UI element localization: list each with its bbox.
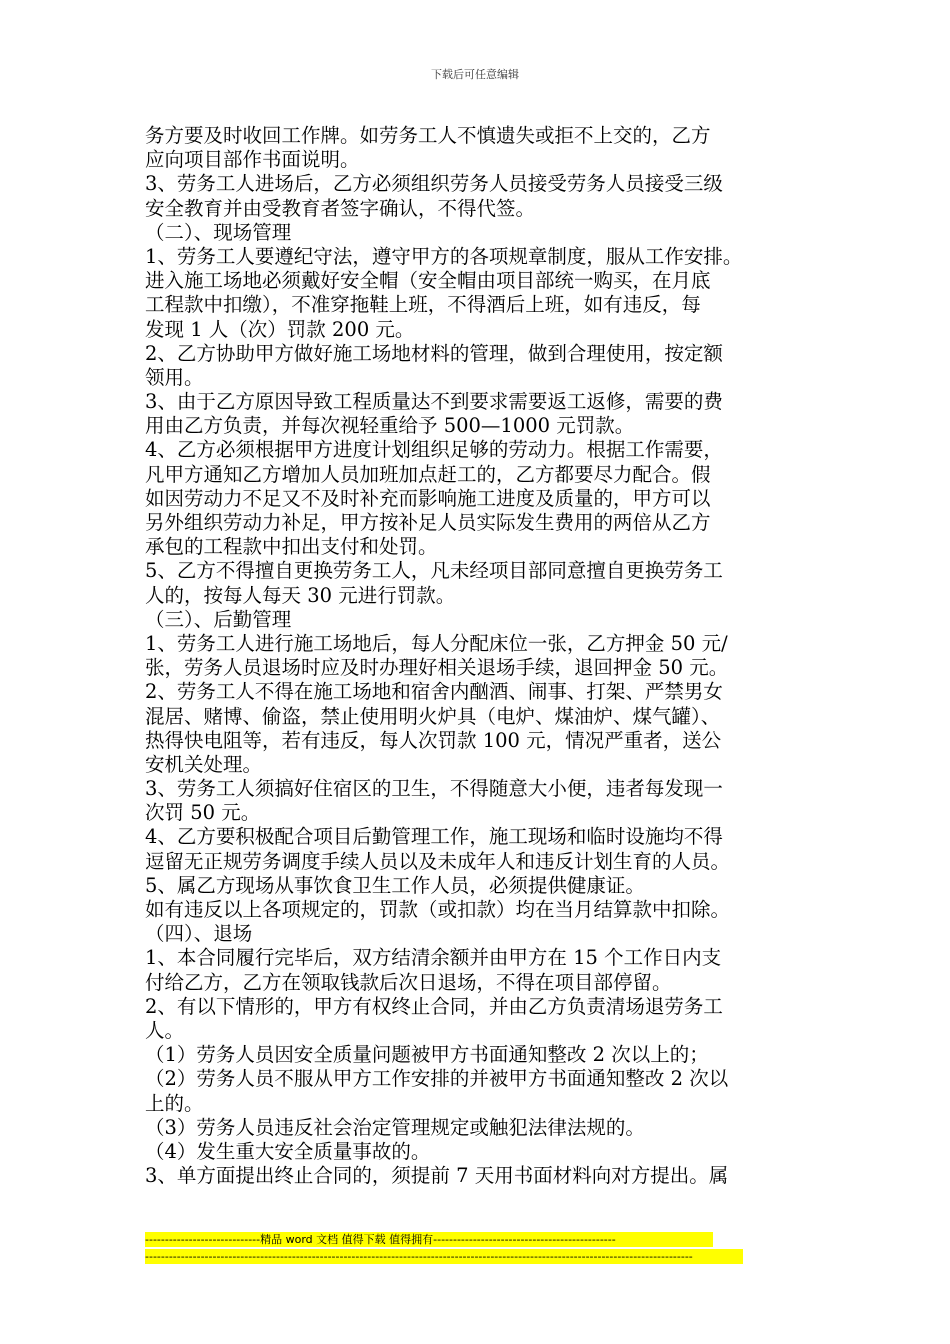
section-heading: （二）、现场管理 <box>145 220 292 244</box>
text-line: 另外组织劳动力补足，甲方按补足人员实际发生费用的两倍从乙方 <box>145 511 711 534</box>
text-line: （2）劳务人员不服从甲方工作安排的并被甲方书面通知整改 2 次以 <box>145 1067 729 1091</box>
text-line: 4、乙方要积极配合项目后勤管理工作，施工现场和临时设施均不得 <box>145 825 723 849</box>
footer-banner: -----------------------------精品 word 文档 值得下载 值得拥有---------------------------------------------- <box>145 1232 713 1247</box>
text-line: 凡甲方通知乙方增加人员加班加点赶工的，乙方都要尽力配合。假 <box>145 462 711 486</box>
text-line: 3、由于乙方原因导致工程质量达不到要求需要返工返修，需要的费 <box>145 390 723 414</box>
text-line: 人的，按每人每天 30 元进行罚款。 <box>145 583 456 607</box>
text-line: （3）劳务人员违反社会治定管理规定或触犯法律法规的。 <box>145 1115 645 1139</box>
text-line: 如有违反以上各项规定的，罚款（或扣款）均在当月结算款中扣除。 <box>145 898 731 921</box>
text-line: 领用。 <box>145 365 204 389</box>
text-line: 3、单方面提出终止合同的，须提前 7 天用书面材料向对方提出。属 <box>145 1164 729 1188</box>
text-line: 2、乙方协助甲方做好施工场地材料的管理，做到合理使用，按定额 <box>145 341 723 365</box>
text-line: 工程款中扣缴），不准穿拖鞋上班，不得酒后上班，如有违反，每 <box>145 293 701 317</box>
text-line: 3、劳务工人须搞好住宿区的卫生，不得随意大小便，违者每发现一 <box>145 777 723 801</box>
text-line: 付给乙方，乙方在领取钱款后次日退场，不得在项目部停留。 <box>145 970 672 994</box>
text-line: （4）发生重大安全质量事故的。 <box>145 1139 431 1163</box>
text-line: 2、劳务工人不得在施工场地和宿舍内酗酒、闹事、打架、严禁男女 <box>145 680 723 704</box>
text-line: 次罚 50 元。 <box>145 801 261 825</box>
document-body <box>145 124 825 1188</box>
text-line: 承包的工程款中扣出支付和处罚。 <box>145 535 438 559</box>
text-line: 务方要及时收回工作牌。如劳务工人不慎遗失或拒不上交的，乙方 <box>145 124 711 147</box>
text-line: 应向项目部作书面说明。 <box>145 148 360 172</box>
text-line: 安全教育并由受教育者签字确认，不得代签。 <box>145 196 536 220</box>
text-line: 安机关处理。 <box>145 752 263 776</box>
text-line: 张，劳务人员退场时应及时办理好相关退场手续，退回押金 50 元。 <box>145 656 729 680</box>
section-heading: （四）、退场 <box>145 922 253 946</box>
text-line: 5、乙方不得擅自更换劳务工人，凡未经项目部同意擅自更换劳务工 <box>145 559 723 583</box>
text-line: 发现 1 人（次）罚款 200 元。 <box>145 317 415 341</box>
text-line: 1、劳务工人要遵纪守法，遵守甲方的各项规章制度，服从工作安排。 <box>145 244 743 268</box>
text-line: 人。 <box>145 1018 185 1042</box>
text-line: 混居、赌博、偷盗，禁止使用明火炉具（电炉、煤油炉、煤气罐）、 <box>145 704 721 728</box>
text-line: 4、乙方必须根据甲方进度计划组织足够的劳动力。根据工作需要， <box>145 438 723 462</box>
text-line: 如因劳动力不足又不及时补充而影响施工进度及质量的，甲方可以 <box>145 486 711 510</box>
text-line: 热得快电阻等，若有违反，每人次罚款 100 元，情况严重者，送公 <box>145 728 722 752</box>
text-line: 1、劳务工人进行施工场地后，每人分配床位一张，乙方押金 50 元/ <box>145 631 728 655</box>
text-line: 5、属乙方现场从事饮食卫生工作人员，必须提供健康证。 <box>145 873 645 897</box>
text-line: 进入施工场地必须戴好安全帽（安全帽由项目部统一购买，在月底 <box>145 269 711 293</box>
text-line: 逗留无正规劳务调度手续人员以及未成年人和违反计划生育的人员。 <box>145 849 731 873</box>
text-line: 1、本合同履行完毕后，双方结清余额并由甲方在 15 个工作日内支 <box>145 946 722 970</box>
text-line: （1）劳务人员因安全质量问题被甲方书面通知整改 2 次以上的； <box>145 1043 709 1067</box>
text-line: 上的。 <box>145 1091 204 1115</box>
section-heading: （三）、后勤管理 <box>145 607 292 631</box>
page-header: 下载后可任意编辑 <box>431 68 519 81</box>
text-line: 3、劳务工人进场后，乙方必须组织劳务人员接受劳务人员接受三级 <box>145 172 723 196</box>
text-line: 2、有以下情形的，甲方有权终止合同，并由乙方负责清场退劳务工 <box>145 994 723 1018</box>
footer-divider: ------------------------------------------------------------------------------------------------------------------------------------------ <box>145 1249 743 1264</box>
text-line: 用由乙方负责，并每次视轻重给予 500—1000 元罚款。 <box>145 414 635 438</box>
page-footer <box>145 1232 743 1264</box>
